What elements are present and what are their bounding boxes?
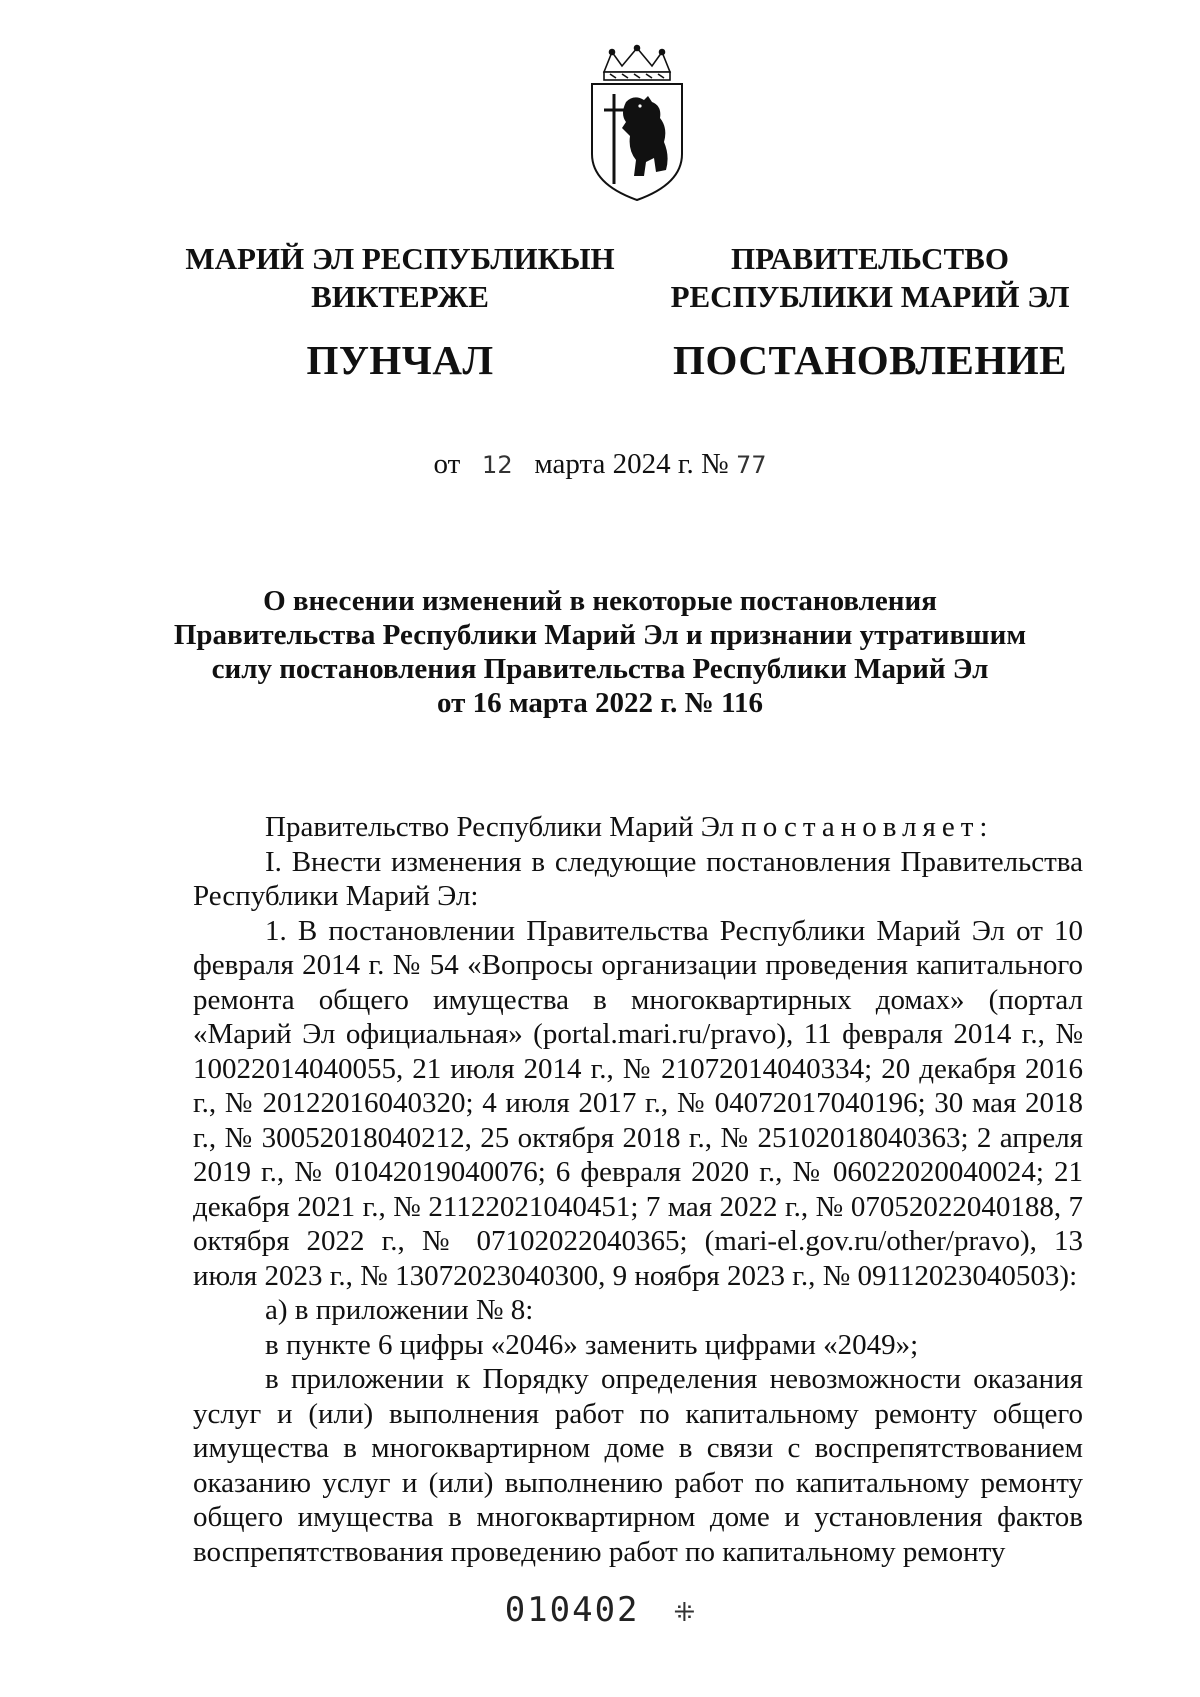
document-number: 77 [735, 451, 767, 479]
header-right-doc-type: ПОСТАНОВЛЕНИЕ [673, 337, 1067, 383]
preamble-start: Правительство Республики Марий Эл [265, 811, 734, 843]
coat-of-arms-icon [582, 44, 692, 204]
title-line: Правительства Республики Марий Эл и признании утратившим [173, 619, 1027, 651]
paragraph: а) в приложении № 8: [265, 1294, 534, 1326]
paragraph: I. Внести изменения в следующие постановления Правительства Республики Марий Эл: [193, 845, 1083, 912]
document-date [0, 448, 1200, 481]
header-left [170, 240, 630, 384]
document-body [193, 810, 1083, 1569]
paragraph: 1. В постановлении Правительства Республики Марий Эл от 10 февраля 2014 г. № 54 «Вопросы организации проведения капитального ремонта общего имущества в многоквартирных домах» (портал «Марий Эл официальная» (portal.mari.ru/pravo), 11 февраля 2014 г., № 10022014040055, 21 июля 2014 г., № 21072014040334; 20 декабря 2016 г., № 20122016040320; 4 июля 2017 г., № 04072017040196; 30 мая 2018 г., № 30052018040212, 25 октября 2018 г., № 25102018040363; 2 апреля 2019 г., № 01042019040076; 6 февраля 2020 г., № 06022020040024; 21 декабря 2021 г., № 21122021040451; 7 мая 2022 г., № 07052022040188, 7 октября 2022 г., № 07102022040365; (mari-el.gov.ru/other/pravo), 13 июля 2023 г., № 13072023040300, 9 ноября 2023 г., № 09112023040503): [193, 914, 1083, 1292]
title-line: от 16 марта 2022 г. № 116 [437, 687, 763, 719]
date-month-year: марта 2024 г. № [534, 448, 729, 480]
paragraph: в приложении к Порядку определения невозможности оказания услуг и (или) выполнения работ по капитальному ремонту общего имущества в многоквартирном доме в связи с воспрепятствованием оказанию услуг и (или) выполнению работ по капитальному ремонту общего имущества в многоквартирном доме и установления фактов воспрепятствования проведению работ по капитальному ремонту [193, 1363, 1083, 1568]
header-left-line2: ВИКТЕРЖЕ [311, 279, 489, 314]
header-left-line1: МАРИЙ ЭЛ РЕСПУБЛИКЫН [185, 241, 615, 276]
preamble-verb: постановляет: [741, 811, 994, 843]
title-line: О внесении изменений в некоторые постановления [263, 585, 937, 617]
header-right [660, 240, 1080, 384]
paragraph: в пункте 6 цифры «2046» заменить цифрами «2049»; [265, 1328, 919, 1361]
form-serial-number: 010402 [504, 1590, 640, 1630]
date-day: 12 [482, 451, 513, 479]
header-right-line2: РЕСПУБЛИКИ МАРИЙ ЭЛ [670, 279, 1070, 314]
title-line: силу постановления Правительства Республики Марий Эл [211, 653, 989, 685]
asterism-mark-icon: ⁜ [673, 1598, 696, 1628]
header-right-line1: ПРАВИТЕЛЬСТВО [731, 241, 1009, 276]
page-footer [0, 1590, 1200, 1630]
document-title [140, 584, 1060, 720]
date-prefix: от [433, 448, 461, 480]
preamble [193, 810, 1083, 845]
header-left-doc-type: ПУНЧАЛ [306, 337, 494, 383]
